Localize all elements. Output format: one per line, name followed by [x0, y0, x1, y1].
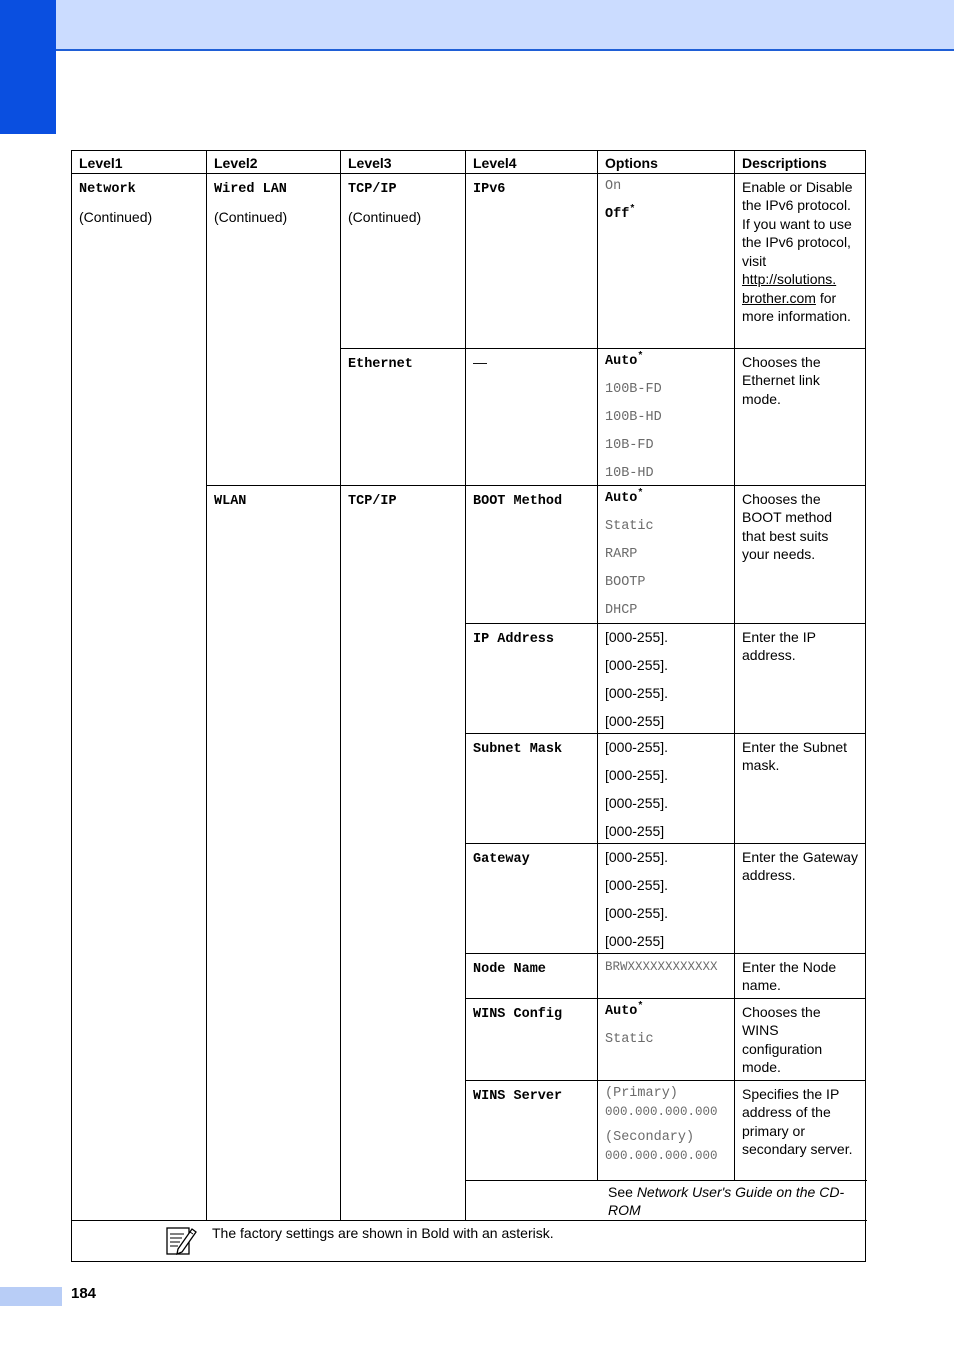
description-cell: Enter the Subnet mask. — [735, 733, 866, 843]
tcpip-label: TCP/IP — [348, 181, 397, 197]
col-level1: Level1 — [72, 151, 207, 174]
note-row — [72, 1220, 866, 1261]
primary-value: 000.000.000.000 — [605, 1104, 718, 1119]
level4-cell — [466, 998, 598, 1080]
option-item: [000-255]. — [605, 904, 669, 921]
continued-label: (Continued) — [79, 209, 153, 225]
ipv6-desc-part1: Enable or Disable the IPv6 protocol. If you want to use the IPv6 protocol, visit — [742, 178, 853, 269]
options-cell — [598, 348, 735, 485]
options-cell — [598, 173, 735, 348]
description-cell: Chooses the BOOT method that best suits your needs. — [735, 485, 866, 623]
chapter-tab — [0, 0, 56, 134]
options-cell — [598, 843, 735, 953]
level4-cell — [466, 733, 598, 843]
solutions-link[interactable]: http://solutions. brother.com — [742, 271, 837, 306]
col-level3: Level3 — [341, 151, 466, 174]
options-cell — [598, 998, 735, 1080]
wlan-label: WLAN — [214, 493, 247, 509]
col-options: Options — [598, 151, 735, 174]
level4-cell — [466, 348, 598, 485]
option-auto-label: Auto — [605, 490, 638, 506]
option-item: 10B-HD — [605, 465, 654, 481]
option-auto-label: Auto — [605, 1003, 638, 1019]
header-row — [72, 151, 866, 174]
wired-lan-label: Wired LAN — [214, 181, 287, 197]
level4-cell — [466, 843, 598, 953]
option-item: [000-255] — [605, 712, 665, 729]
description-cell — [735, 173, 866, 348]
options-cell — [598, 485, 735, 623]
options-cell — [598, 953, 735, 998]
option-auto-label: Auto — [605, 353, 638, 369]
option-item: [000-255]. — [605, 738, 669, 755]
option-item: [000-255]. — [605, 656, 669, 673]
subnet-mask-label: Subnet Mask — [473, 741, 563, 757]
option-item: Static — [605, 1031, 654, 1047]
option-item: [000-255]. — [605, 766, 669, 783]
tcpip-label: TCP/IP — [348, 493, 397, 509]
option-item: [000-255]. — [605, 794, 669, 811]
level4-cell — [466, 623, 598, 733]
ipv6-desc-part2: for more information. — [742, 289, 851, 324]
asterisk: * — [637, 488, 644, 499]
level3-cell — [341, 485, 466, 1220]
level2-wired-cell — [207, 173, 341, 485]
network-label: Network — [79, 181, 136, 197]
wins-server-label: WINS Server — [473, 1088, 563, 1104]
option-item: BRWXXXXXXXXXXXX — [605, 959, 718, 974]
note-cell — [72, 1220, 866, 1261]
note-text: The factory settings are shown in Bold with an asterisk. — [212, 1224, 554, 1241]
level1-cell — [72, 173, 207, 1220]
option-auto-default — [605, 490, 728, 508]
option-item: [000-255]. — [605, 628, 669, 645]
gateway-label: Gateway — [473, 851, 530, 867]
level3-cell — [341, 173, 466, 348]
ipv6-label: IPv6 — [473, 181, 506, 197]
option-off-label: Off — [605, 206, 630, 222]
description-cell: Enter the Node name. — [735, 953, 866, 998]
option-item: [000-255]. — [605, 876, 669, 893]
secondary-label: (Secondary) — [605, 1129, 695, 1145]
level4-cell — [466, 485, 598, 623]
options-cell — [598, 623, 735, 733]
wins-config-label: WINS Config — [473, 1006, 563, 1022]
ethernet-label: Ethernet — [348, 356, 413, 372]
col-level2: Level2 — [207, 151, 341, 174]
description-cell: Enter the IP address. — [735, 623, 866, 733]
menu-table — [71, 150, 866, 1262]
asterisk: * — [637, 1001, 644, 1012]
option-item: 100B-HD — [605, 409, 662, 425]
description-cell: Chooses the WINS configuration mode. — [735, 998, 866, 1080]
col-descriptions: Descriptions — [735, 151, 866, 174]
continued-label: (Continued) — [348, 209, 422, 225]
secondary-value: 000.000.000.000 — [605, 1148, 718, 1163]
level4-cell — [466, 1080, 598, 1180]
option-auto-default — [605, 1003, 728, 1021]
option-item: Static — [605, 518, 654, 534]
note-pencil-icon — [164, 1223, 198, 1257]
option-item: [000-255] — [605, 822, 665, 839]
node-name-label: Node Name — [473, 961, 546, 977]
table-row — [72, 173, 866, 348]
asterisk: * — [629, 204, 636, 215]
level4-cell — [466, 173, 598, 348]
level4-dash: — — [473, 353, 487, 370]
continued-label: (Continued) — [214, 209, 288, 225]
option-item: [000-255]. — [605, 684, 669, 701]
ip-address-label: IP Address — [473, 631, 555, 647]
header-band — [0, 0, 954, 51]
option-item: DHCP — [605, 602, 638, 618]
option-item: [000-255] — [605, 932, 665, 949]
option-item: [000-255]. — [605, 848, 669, 865]
footnote-cell — [466, 1180, 866, 1220]
options-cell — [598, 1080, 735, 1180]
level2-wlan-cell — [207, 485, 341, 1220]
options-cell — [598, 733, 735, 843]
option-item: 10B-FD — [605, 437, 654, 453]
level3-cell — [341, 348, 466, 485]
option-on: On — [605, 178, 622, 194]
option-off-default — [605, 206, 728, 224]
description-cell: Specifies the IP address of the primary or secondary server. — [735, 1080, 866, 1180]
asterisk: * — [637, 351, 644, 362]
option-item: 100B-FD — [605, 381, 662, 397]
page-number: 184 — [71, 1285, 97, 1302]
option-auto-default — [605, 353, 728, 371]
boot-method-label: BOOT Method — [473, 493, 563, 509]
col-level4: Level4 — [466, 151, 598, 174]
option-item: BOOTP — [605, 574, 646, 590]
option-item: RARP — [605, 546, 638, 562]
level4-cell — [466, 953, 598, 998]
primary-label: (Primary) — [605, 1085, 678, 1101]
page-number-band — [0, 1287, 62, 1306]
footnote-guide: Network User's Guide on the CD-ROM — [608, 1183, 845, 1218]
description-cell: Enter the Gateway address. — [735, 843, 866, 953]
description-cell: Chooses the Ethernet link mode. — [735, 348, 866, 485]
footnote-see: See — [608, 1183, 637, 1200]
